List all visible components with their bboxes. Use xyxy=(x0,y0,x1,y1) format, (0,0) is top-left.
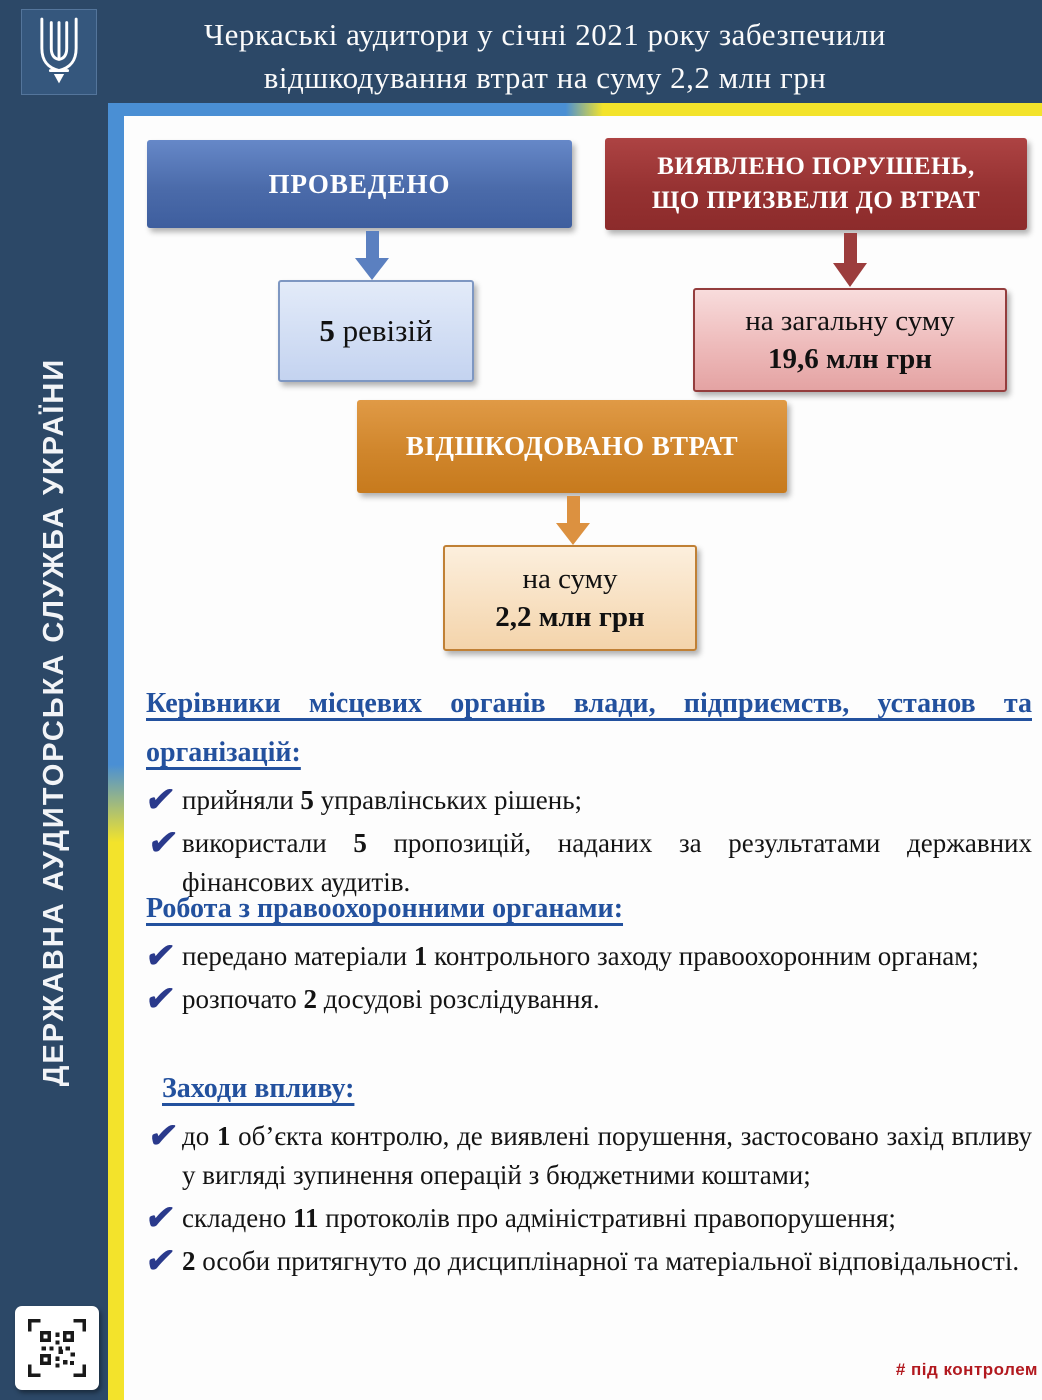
page-title-line2: відшкодування втрат на суму 2,2 млн грн xyxy=(263,60,827,95)
list-item-text: використали 5 пропозицій, наданих за результатами державних фінансових аудитів. xyxy=(182,828,1032,897)
flag-stripe-top xyxy=(108,103,1042,116)
sidebar-agency-name: ДЕРЖАВНА АУДИТОРСЬКА СЛУЖБА УКРАЇНИ xyxy=(38,357,70,1087)
violations-label-line1: ВИЯВЛЕНО ПОРУШЕНЬ, xyxy=(657,153,975,180)
violations-amount-caption: на загальну суму xyxy=(745,305,955,337)
list-item-text: 2 особи притягнуто до дисциплінарної та матеріальної відповідальності. xyxy=(182,1246,1020,1276)
page-title-line1: Черкаські аудитори у січні 2021 року забезпечили xyxy=(203,17,886,52)
list-item-text: розпочато 2 досудові розслідування. xyxy=(182,984,600,1014)
flag-stripe-left xyxy=(108,103,124,1400)
list-item xyxy=(143,1242,1032,1281)
list-item xyxy=(143,781,1032,820)
list-item xyxy=(143,1199,1032,1238)
list-item-text: до 1 об’єкта контролю, де виявлені порушення, застосовано захід впливу у вигляді зупинення операцій з бюджетними коштами; xyxy=(182,1121,1032,1190)
arrow-down-orange-icon xyxy=(556,496,590,545)
section-heading: Керівники місцевих органів влади, підприємств, установ та організацій: xyxy=(146,688,1032,768)
check-icon: ✔ xyxy=(143,782,178,819)
list-item xyxy=(143,937,1032,976)
violations-label-line2: ЩО ПРИЗВЕЛИ ДО ВТРАТ xyxy=(651,187,981,214)
arrow-down-red-icon xyxy=(833,233,867,287)
arrow-down-blue-icon xyxy=(355,231,389,280)
reimbursed-amount-value: 2,2 млн грн xyxy=(495,601,645,633)
check-icon: ✔ xyxy=(143,1243,178,1280)
hashtag-label: # під контролем xyxy=(895,1360,1038,1379)
violations-header-box xyxy=(605,138,1027,230)
revisions-value-box xyxy=(278,280,474,382)
conducted-header-box xyxy=(147,140,572,228)
list-item xyxy=(143,980,1032,1019)
section-heading: Заходи впливу: xyxy=(162,1073,355,1104)
check-icon: ✔ xyxy=(146,1118,180,1155)
list-item-text: передано матеріали 1 контрольного заходу правоохоронним органам; xyxy=(182,941,979,971)
list-item-text: складено 11 протоколів про адміністративні правопорушення; xyxy=(182,1203,896,1233)
reimbursed-amount-caption: на суму xyxy=(522,563,618,595)
list-item xyxy=(146,1117,1032,1195)
violations-amount-box xyxy=(693,288,1007,392)
state-audit-logo xyxy=(21,9,97,95)
check-icon: ✔ xyxy=(143,981,178,1018)
section-law-enforcement xyxy=(143,884,1032,1019)
list-item-text: прийняли 5 управлінських рішень; xyxy=(182,785,583,815)
section-managers xyxy=(143,679,1032,902)
page-title xyxy=(170,13,920,99)
reimbursed-header-box xyxy=(357,400,787,493)
qr-code xyxy=(15,1306,99,1390)
conducted-label: ПРОВЕДЕНО xyxy=(268,168,451,199)
check-icon: ✔ xyxy=(143,1200,178,1237)
check-icon: ✔ xyxy=(143,938,178,975)
check-icon: ✔ xyxy=(146,825,180,862)
trident-icon xyxy=(33,14,85,91)
revisions-value: 5 ревізій xyxy=(319,313,433,348)
section-enforcement-measures xyxy=(143,1064,1032,1281)
reimbursed-amount-box xyxy=(443,545,697,651)
reimbursed-label: ВІДШКОДОВАНО ВТРАТ xyxy=(405,431,739,461)
violations-amount-value: 19,6 млн грн xyxy=(768,343,932,375)
section-heading: Робота з правоохоронними органами: xyxy=(146,893,624,924)
